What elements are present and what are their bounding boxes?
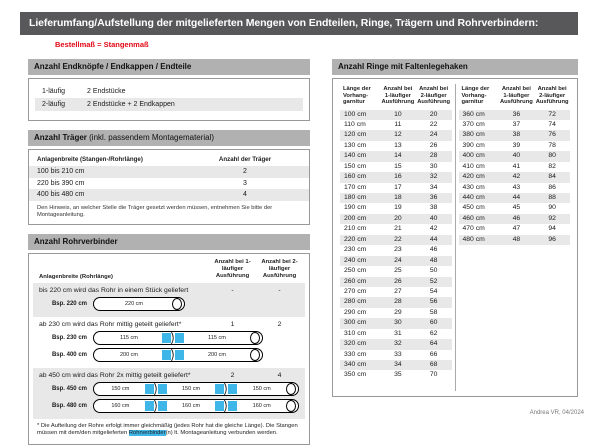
cell-length: 220 cm <box>344 235 367 243</box>
table-row <box>459 151 571 161</box>
rv-group-description: ab 230 cm wird das Rohr mittig geteilt geliefert* <box>39 320 182 328</box>
table-row <box>35 98 303 111</box>
cell-2run: 58 <box>429 308 438 316</box>
cell-2run: 84 <box>548 173 556 181</box>
table-row <box>459 172 571 182</box>
cell-2run: 54 <box>429 287 438 295</box>
pipe-segment-label: 200 cm <box>119 352 139 358</box>
cell-1run: 10 <box>394 110 402 118</box>
table-row <box>340 141 452 151</box>
table-row <box>459 203 571 213</box>
pipe-segment-label: 160 cm <box>181 403 201 409</box>
document-credit: Andrea VR, 04/2024 <box>529 410 584 416</box>
cell-length: 120 cm <box>344 131 367 139</box>
connector-block <box>175 350 184 360</box>
table-row <box>459 130 571 140</box>
cell-1run: 24 <box>394 256 402 264</box>
table-row <box>340 130 452 140</box>
cell-1run: 22 <box>394 235 402 243</box>
cell-1run: 44 <box>512 194 521 201</box>
cell-1run: 40 <box>512 152 521 160</box>
pipe-segment-label: 160 cm <box>111 403 130 409</box>
cell-2run: 44 <box>429 235 438 243</box>
rohrverbinder-footnote <box>33 419 305 444</box>
pipe-diagram-icon <box>93 399 299 413</box>
pipe-row <box>35 381 303 398</box>
table-row <box>459 120 571 130</box>
cell-1run: 29 <box>394 308 402 316</box>
cell-length: 280 cm <box>344 298 367 306</box>
table-row <box>340 308 452 318</box>
ringe-table-left <box>337 84 455 391</box>
footnote-text: * Die Aufteilung der Rohre erfolgt immer gleichmäßig (jedes Rohr hat die gleiche Länge). Die Stangen müssen mit dem/den mitgelieferten <box>37 422 298 436</box>
traeger-section-header <box>28 130 310 146</box>
cell-length: 160 cm <box>344 173 367 181</box>
left-column <box>28 59 310 445</box>
cell-length: 330 cm <box>344 350 367 358</box>
table-row <box>340 370 452 380</box>
cell-1run: 39 <box>512 141 521 149</box>
connector-block <box>228 401 237 411</box>
pipe-diagram-icon <box>93 382 299 396</box>
pipe-end-icon <box>286 400 296 412</box>
cell-length: 300 cm <box>344 319 367 327</box>
ringe-table-header <box>340 84 452 110</box>
cell-count: 3 <box>243 179 247 187</box>
pipe-connector-icon <box>215 400 237 412</box>
cell-1run: 32 <box>394 340 402 348</box>
rv-count-1run: 2 <box>230 371 235 379</box>
cell-2run: 78 <box>548 141 556 149</box>
connector-block <box>158 401 167 411</box>
pipe-segment-label: 160 cm <box>252 403 271 409</box>
cell-1run: 38 <box>512 131 521 139</box>
cell-length: 230 cm <box>344 246 367 254</box>
cell-length: 470 cm <box>462 225 485 233</box>
cell-length: 360 cm <box>462 110 485 118</box>
table-row <box>340 172 452 182</box>
pipe-diagram-icon <box>93 331 263 345</box>
cell-2run: 96 <box>548 235 556 243</box>
table-row <box>459 224 571 234</box>
pipe-example-label: Bsp. 480 cm <box>51 403 87 409</box>
pipe-segment-label: 115 cm <box>208 335 226 341</box>
cell-2run: 62 <box>429 329 438 337</box>
cell-variant: 1-läufig <box>42 88 65 95</box>
cell-2run: 40 <box>429 214 438 222</box>
cell-2run: 24 <box>429 131 438 139</box>
footnote-text: (n) lt. Montageanleitung verbunden werden. <box>165 430 278 436</box>
pipe-example-label: Bsp. 400 cm <box>51 352 87 358</box>
rv-count-1run: - <box>231 286 234 294</box>
cell-2run: 68 <box>429 361 438 368</box>
ringe-table-header <box>459 84 571 110</box>
rv-group-description: bis 220 cm wird das Rohr in einem Stück geliefert <box>39 286 189 294</box>
cell-length: 410 cm <box>462 162 485 170</box>
traeger-rows <box>29 166 309 201</box>
table-row <box>459 193 571 203</box>
cell-1run: 34 <box>394 361 402 368</box>
table-row <box>459 235 571 245</box>
cell-2run: 28 <box>429 152 438 160</box>
table-row <box>340 277 452 287</box>
table-row <box>459 110 571 120</box>
cell-length: 250 cm <box>344 267 367 275</box>
cell-1run: 45 <box>512 204 521 212</box>
endteile-section-header: Anzahl Endknöpfe / Endkappen / Endteile <box>28 59 310 75</box>
table-row <box>340 183 452 193</box>
cell-length: 210 cm <box>344 225 367 233</box>
right-column <box>332 59 578 397</box>
cell-length: 150 cm <box>344 162 367 170</box>
table-row <box>29 189 309 201</box>
table-row <box>340 266 452 276</box>
rv-group-from-450 <box>33 368 305 419</box>
table-row <box>340 350 452 360</box>
pipe-segment-label: 200 cm <box>207 352 227 358</box>
cell-1run: 26 <box>394 277 402 285</box>
table-row <box>29 178 309 190</box>
cell-length: 400 cm <box>462 152 485 160</box>
cell-1run: 13 <box>394 141 402 149</box>
cell-length: 100 cm <box>344 110 367 118</box>
cell-length: 430 cm <box>462 183 485 191</box>
connector-block <box>215 384 224 394</box>
cell-length: 270 cm <box>344 287 367 295</box>
cell-parts: 2 Endstücke + 2 Endkappen <box>87 101 175 108</box>
pipe-row <box>35 398 303 415</box>
cell-length: 130 cm <box>344 141 367 149</box>
cell-1run: 18 <box>394 194 402 201</box>
pipe-segment-label: 150 cm <box>111 386 130 392</box>
cell-1run: 41 <box>512 162 521 170</box>
table-row <box>340 214 452 224</box>
cell-2run: 76 <box>548 131 556 139</box>
table-row <box>340 193 452 203</box>
cell-length: 310 cm <box>344 329 367 337</box>
cell-2run: 88 <box>548 194 556 201</box>
cell-1run: 12 <box>394 131 402 139</box>
table-row <box>459 183 571 193</box>
cell-2run: 30 <box>429 162 438 170</box>
table-row <box>459 141 571 151</box>
cell-1run: 14 <box>394 152 402 160</box>
pipe-connector-icon <box>215 383 237 395</box>
cell-range: 220 bis 390 cm <box>37 179 85 187</box>
cell-2run: 52 <box>429 277 438 285</box>
traeger-table <box>28 149 310 225</box>
col-header-1run: Anzahl bei 1-läufiger Ausführung <box>381 86 415 105</box>
table-row <box>340 120 452 130</box>
cell-1run: 17 <box>394 183 402 191</box>
traeger-heading-bold: Anzahl Träger <box>34 133 87 142</box>
traeger-table-header <box>29 152 309 166</box>
cell-2run: 90 <box>548 204 556 212</box>
cell-count: 2 <box>243 168 247 175</box>
ringe-table <box>332 78 578 397</box>
cell-2run: 36 <box>429 194 438 201</box>
footnote-highlight: Rohrverbinder <box>128 430 166 436</box>
cell-2run: 66 <box>429 350 438 358</box>
cell-length: 260 cm <box>344 277 367 285</box>
cell-2run: 60 <box>429 319 438 327</box>
order-size-note: Bestellmaß = Stangenmaß <box>55 40 149 49</box>
table-row <box>340 339 452 349</box>
connector-block <box>158 384 167 394</box>
cell-2run: 48 <box>429 256 438 264</box>
cell-1run: 35 <box>394 371 402 379</box>
rohrverbinder-table <box>28 253 310 445</box>
cell-1run: 19 <box>394 204 402 212</box>
pipe-diagram-icon <box>93 348 263 362</box>
col-header-2run: Anzahl bei 2-läufiger Ausführung <box>535 86 569 105</box>
cell-length: 390 cm <box>462 141 485 149</box>
cell-1run: 28 <box>394 298 402 306</box>
rohrverbinder-section-header: Anzahl Rohrverbinder <box>28 234 310 250</box>
connector-block <box>162 350 171 360</box>
pipe-row <box>35 330 303 347</box>
col-header-2run: Anzahl bei 2-läufiger Ausführung <box>261 258 298 279</box>
cell-2run: 64 <box>429 340 438 348</box>
cell-1run: 48 <box>512 235 521 243</box>
cell-1run: 36 <box>512 110 521 118</box>
rv-count-1run: 1 <box>230 320 235 328</box>
traeger-heading-rest: (inkl. passendem Montagematerial) <box>86 133 215 142</box>
table-row <box>35 85 303 98</box>
table-row <box>340 162 452 172</box>
cell-length: 340 cm <box>344 361 367 368</box>
connector-block <box>175 333 184 343</box>
pipe-segment-label: 115 cm <box>120 335 138 341</box>
cell-length: 380 cm <box>462 131 485 139</box>
cell-2run: 34 <box>429 183 438 191</box>
cell-1run: 31 <box>394 329 402 337</box>
col-header-width: Anlagenbreite (Stangen-/Rohrlänge) <box>37 156 143 163</box>
cell-length: 170 cm <box>344 183 367 191</box>
pipe-end-icon <box>286 383 296 395</box>
cell-length: 420 cm <box>462 173 485 181</box>
cell-length: 350 cm <box>344 371 367 379</box>
pipe-segment-label: 150 cm <box>181 386 201 392</box>
pipe-end-icon <box>172 298 182 310</box>
cell-2run: 38 <box>429 204 438 212</box>
table-row <box>340 110 452 120</box>
cell-1run: 15 <box>394 162 402 170</box>
table-row <box>340 329 452 339</box>
rohrverbinder-table-header <box>33 256 305 283</box>
cell-1run: 16 <box>394 173 402 181</box>
cell-2run: 92 <box>548 214 556 222</box>
cell-length: 440 cm <box>462 194 485 201</box>
cell-range: 400 bis 480 cm <box>37 191 85 198</box>
cell-1run: 37 <box>512 120 521 128</box>
cell-2run: 86 <box>548 183 556 191</box>
pipe-connector-icon <box>145 400 167 412</box>
cell-length: 320 cm <box>344 340 367 348</box>
cell-length: 480 cm <box>462 235 485 243</box>
table-row <box>340 203 452 213</box>
cell-1run: 11 <box>394 120 402 128</box>
connector-block <box>215 401 224 411</box>
table-row <box>340 360 452 370</box>
pipe-example-label: Bsp. 230 cm <box>51 335 87 341</box>
traeger-note: Den Hinweis, an welcher Stelle die Träger gesetzt werden müssen, entnehmen Sie bitte der Montageanleitung. <box>37 204 273 218</box>
cell-1run: 43 <box>512 183 521 191</box>
rv-group-text-row <box>35 371 303 381</box>
cell-2run: 56 <box>429 298 438 306</box>
connector-block <box>145 384 154 394</box>
ringe-rows-left <box>340 110 452 381</box>
col-header-count: Anzahl der Träger <box>218 156 272 163</box>
col-header-2run: Anzahl bei 2-läufiger Ausführung <box>417 86 451 105</box>
rv-group-text-row <box>35 286 303 296</box>
cell-length: 180 cm <box>344 194 367 201</box>
connector-block <box>228 384 237 394</box>
page-title: Lieferumfang/Aufstellung der mitgelieferten Mengen von Endteilen, Ringe, Trägern und Rohrverbindern: <box>20 12 578 35</box>
cell-length: 190 cm <box>344 204 367 212</box>
cell-2run: 72 <box>548 110 556 118</box>
cell-length: 110 cm <box>344 120 366 128</box>
rv-count-2run: 4 <box>277 371 282 379</box>
table-row <box>340 256 452 266</box>
pipe-end-icon <box>250 349 260 361</box>
cell-2run: 74 <box>548 120 556 128</box>
cell-2run: 50 <box>429 267 438 275</box>
cell-1run: 25 <box>394 267 402 275</box>
pipe-segment-label: 150 cm <box>252 386 271 392</box>
cell-1run: 23 <box>394 246 402 254</box>
cell-2run: 20 <box>429 110 438 118</box>
table-row <box>340 287 452 297</box>
cell-1run: 30 <box>394 319 402 327</box>
ringe-section-header: Anzahl Ringe mit Faltenlegehaken <box>332 59 578 75</box>
pipe-example-label: Bsp. 450 cm <box>51 386 87 392</box>
rv-group-text-row <box>35 320 303 330</box>
rv-group-up-to-220 <box>33 283 305 317</box>
col-header-length: Länge der Vorhang- garnitur <box>461 86 490 105</box>
cell-length: 290 cm <box>344 308 367 316</box>
cell-2run: 94 <box>548 225 556 233</box>
col-header-1run: Anzahl bei 1-läufiger Ausführung <box>499 86 533 105</box>
table-row <box>459 214 571 224</box>
cell-2run: 46 <box>429 246 438 254</box>
table-row <box>340 224 452 234</box>
table-row <box>340 318 452 328</box>
cell-count: 4 <box>243 191 247 198</box>
rv-group-from-230 <box>33 317 305 368</box>
rv-count-2run: 2 <box>277 320 282 328</box>
cell-length: 240 cm <box>344 256 367 264</box>
cell-length: 460 cm <box>462 214 485 222</box>
cell-1run: 21 <box>394 225 402 233</box>
cell-variant: 2-läufig <box>42 101 65 108</box>
cell-2run: 80 <box>548 152 556 160</box>
cell-2run: 70 <box>429 371 438 379</box>
cell-1run: 42 <box>512 173 521 181</box>
pipe-connector-icon <box>145 383 167 395</box>
ringe-table-right <box>455 84 574 391</box>
pipe-end-icon <box>250 332 260 344</box>
cell-length: 140 cm <box>344 152 367 160</box>
cell-2run: 22 <box>429 120 438 128</box>
pipe-connector-icon <box>162 332 184 344</box>
endteile-table <box>28 78 310 121</box>
cell-range: 100 bis 210 cm <box>37 168 85 175</box>
cell-1run: 33 <box>394 350 402 358</box>
cell-1run: 46 <box>512 214 521 222</box>
table-row <box>340 245 452 255</box>
table-row <box>340 235 452 245</box>
cell-2run: 82 <box>548 162 556 170</box>
cell-2run: 26 <box>429 141 438 149</box>
cell-1run: 27 <box>394 287 402 295</box>
pipe-row <box>35 347 303 364</box>
cell-2run: 32 <box>429 173 438 181</box>
table-row <box>340 297 452 307</box>
col-header-width: Anlagenbreite (Rohrlänge) <box>39 273 113 280</box>
ringe-rows-right <box>459 110 571 246</box>
table-row <box>340 151 452 161</box>
cell-1run: 47 <box>512 225 521 233</box>
cell-2run: 42 <box>429 225 438 233</box>
cell-1run: 20 <box>394 214 402 222</box>
cell-length: 370 cm <box>462 120 485 128</box>
rv-group-description: ab 450 cm wird das Rohr 2x mittig geteilt geliefert* <box>39 371 191 379</box>
cell-parts: 2 Endstücke <box>87 88 126 95</box>
pipe-row <box>35 296 303 313</box>
rv-count-2run: - <box>278 286 281 294</box>
pipe-example-label: Bsp. 220 cm <box>51 301 87 307</box>
connector-block <box>162 333 171 343</box>
col-header-length: Länge der Vorhang- garnitur <box>343 86 371 105</box>
pipe-segment-label: 220 cm <box>124 301 144 307</box>
cell-length: 200 cm <box>344 214 367 222</box>
cell-length: 450 cm <box>462 204 485 212</box>
pipe-diagram-icon <box>93 297 185 311</box>
table-row <box>459 162 571 172</box>
connector-block <box>145 401 154 411</box>
table-row <box>29 166 309 178</box>
pipe-connector-icon <box>162 349 184 361</box>
col-header-1run: Anzahl bei 1-läufiger Ausführung <box>214 258 251 279</box>
